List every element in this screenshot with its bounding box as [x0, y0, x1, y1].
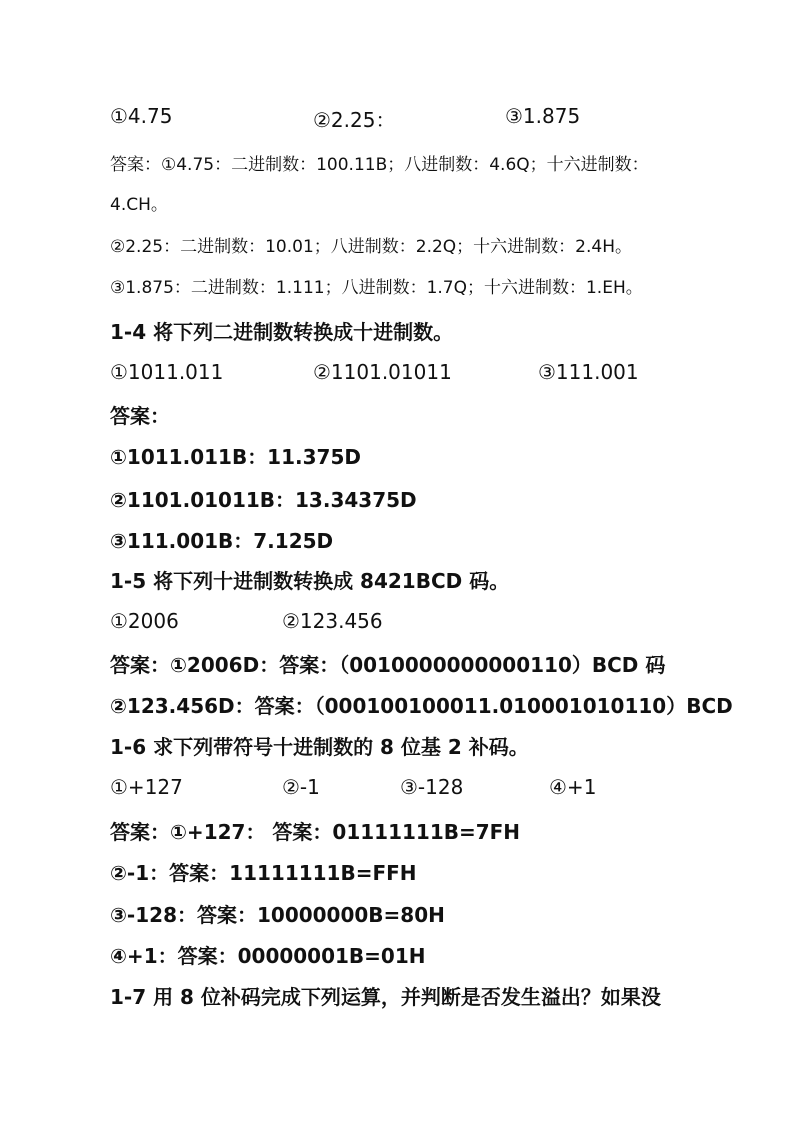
option-2: ②2.25： [313, 108, 396, 132]
option-2: ②123.456 [282, 609, 383, 633]
answer-1-4-2: ②1101.01011B：13.34375D [110, 488, 417, 512]
option-2: ②1101.01011 [313, 360, 452, 384]
answer-1-5-1: 答案：①2006D：答案：（0010000000000110）BCD 码 [110, 653, 666, 677]
option-1: ①1011.011 [110, 360, 224, 384]
question-1-6-heading: 1-6 求下列带符号十进制数的 8 位基 2 补码。 [110, 735, 529, 759]
option-4: ④+1 [549, 775, 597, 799]
answer-1-4-1: ①1011.011B：11.375D [110, 445, 361, 469]
answer-1-6-1: 答案：①+127： 答案：01111111B=7FH [110, 820, 521, 844]
answer-1-6-4: ④+1：答案：00000001B=01H [110, 944, 426, 968]
option-1: ①2006 [110, 609, 179, 633]
answer-label: 答案： [110, 404, 170, 428]
option-1: ①+127 [110, 775, 183, 799]
question-1-4-heading: 1-4 将下列二进制数转换成十进制数。 [110, 320, 454, 344]
answer-1-6-3: ③-128：答案：10000000B=80H [110, 903, 445, 927]
option-3: ③1.875 [505, 104, 581, 128]
answer-1-5-2: ②123.456D：答案：（000100100011.010001010110）BCD [110, 694, 733, 718]
option-1: ①4.75 [110, 104, 173, 128]
answer-1-3-line1: 答案：①4.75：二进制数：100.11B；八进制数：4.6Q；十六进制数： [110, 155, 649, 175]
option-2: ②-1 [282, 775, 320, 799]
answer-1-3-line4: ③1.875：二进制数：1.111；八进制数：1.7Q；十六进制数：1.EH。 [110, 278, 643, 298]
answer-1-3-line3: ②2.25：二进制数：10.01；八进制数：2.2Q；十六进制数：2.4H。 [110, 237, 632, 257]
answer-1-6-2: ②-1：答案：11111111B=FFH [110, 861, 417, 885]
answer-1-3-line2: 4.CH。 [110, 195, 168, 215]
option-3: ③-128 [400, 775, 464, 799]
option-3: ③111.001 [538, 360, 639, 384]
answer-1-4-3: ③111.001B：7.125D [110, 529, 334, 553]
question-1-7-heading: 1-7 用 8 位补码完成下列运算，并判断是否发生溢出？如果没 [110, 985, 661, 1009]
question-1-5-heading: 1-5 将下列十进制数转换成 8421BCD 码。 [110, 569, 510, 593]
